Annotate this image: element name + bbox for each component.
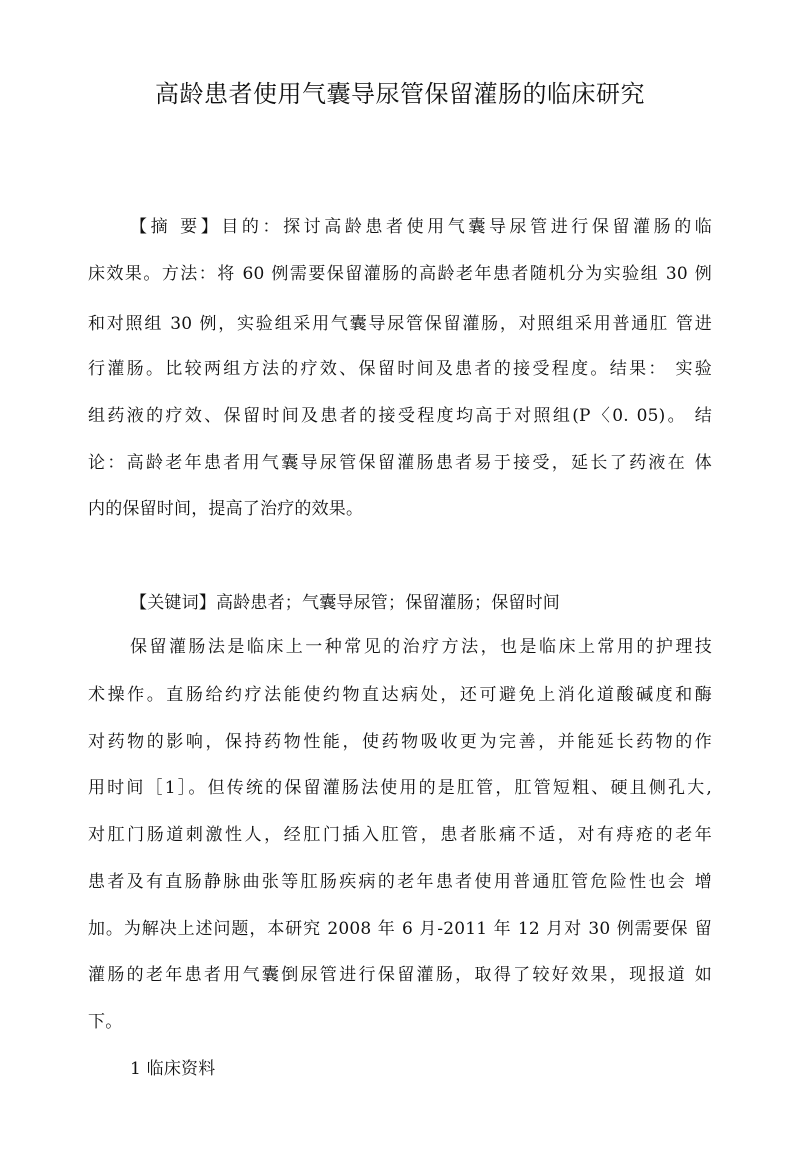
abstract-line: 床效果。方法：将 60 例需要保留灌肠的高龄老年患者随机分为实验组 30 例 [88, 264, 712, 284]
keywords-line: 【关键词】高龄患者；气囊导尿管；保留灌肠；保留时间 [130, 593, 560, 613]
abstract-line: 和对照组 30 例，实验组采用气囊导尿管保留灌肠，对照组采用普通肛 管进 [88, 314, 712, 334]
intro-line: 下。 [88, 1012, 123, 1032]
intro-line: 对药物的影响，保持药物性能，使药物吸收更为完善，并能延长药物的作 [88, 732, 712, 752]
intro-line: 用时间［1］。但传统的保留灌肠法使用的是肛管，肛管短粗、硬且侧孔大, [88, 778, 712, 798]
abstract-line: 论：高龄老年患者用气囊导尿管保留灌肠患者易于接受，延长了药液在 体 [88, 453, 712, 473]
intro-line: 术操作。直肠给约疗法能使约物直达病处，还可避免上消化道酸碱度和酶 [88, 685, 712, 705]
intro-line: 灌肠的老年患者用气囊倒尿管进行保留灌肠，取得了较好效果，现报道 如 [88, 965, 712, 985]
intro-line: 患者及有直肠静脉曲张等肛肠疾病的老年患者使用普通肛管危险性也会 增 [88, 872, 712, 892]
section-heading: 1 临床资料 [130, 1059, 216, 1079]
document-title: 高龄患者使用气囊导尿管保留灌肠的临床研究 [155, 80, 645, 108]
abstract-line: 行灌肠。比较两组方法的疗效、保留时间及患者的接受程度。结果： 实验 [88, 359, 712, 379]
intro-line: 对肛门肠道刺激性人，经肛门插入肛管，患者胀痛不适，对有痔疮的老年 [88, 825, 712, 845]
abstract-line: 组药液的疗效、保留时间及患者的接受程度均高于对照组(P〈0. 05)。 结 [88, 406, 712, 426]
intro-line: 加。为解决上述问题，本研究 2008 年 6 月-2011 年 12 月对 30 例需要保 留 [88, 919, 712, 939]
abstract-line: 【摘 要】目的：探讨高龄患者使用气囊导尿管进行保留灌肠的临 [130, 217, 712, 237]
intro-line: 保留灌肠法是临床上一种常见的治疗方法，也是临床上常用的护理技 [130, 637, 712, 657]
abstract-line: 内的保留时间，提高了治疗的效果。 [88, 499, 364, 519]
